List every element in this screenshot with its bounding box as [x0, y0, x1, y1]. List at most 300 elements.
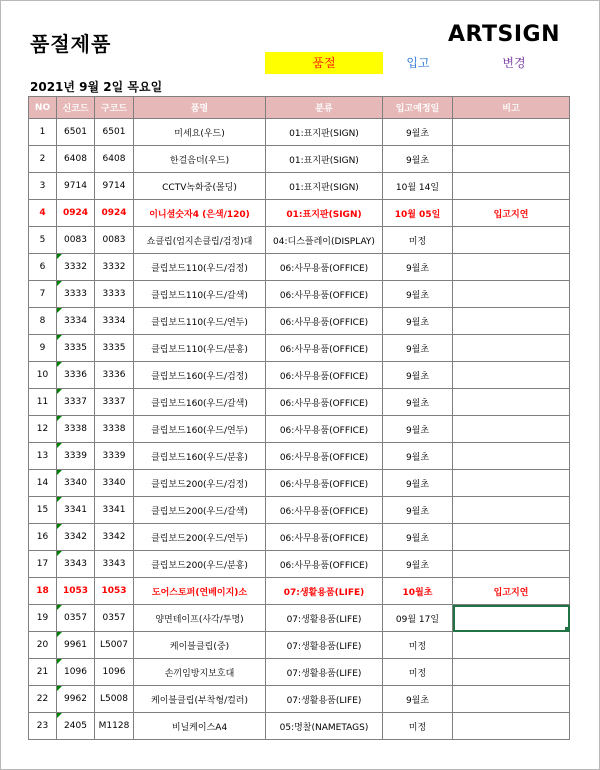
cell-expected-date[interactable] — [383, 632, 453, 659]
cell-expected-date[interactable] — [383, 173, 453, 200]
cell-note[interactable] — [453, 281, 570, 308]
legend-incoming: 입고 — [406, 56, 430, 70]
cell-old-code-text: 3342 — [102, 532, 126, 542]
cell-note[interactable] — [453, 173, 570, 200]
table-row — [29, 578, 570, 605]
cell-old-code-text: 3332 — [102, 262, 126, 272]
cell-expected-date-text: 미정 — [408, 641, 427, 652]
cell-old-code-text: 6501 — [102, 127, 126, 137]
error-indicator-icon — [57, 416, 62, 421]
cell-product-name[interactable] — [134, 227, 266, 254]
cell-new-code[interactable] — [57, 173, 95, 200]
cell-note[interactable] — [453, 632, 570, 659]
cell-category-text: 06:사무용품(OFFICE) — [279, 506, 369, 517]
cell-new-code-text: 3337 — [64, 397, 87, 407]
cell-product-name[interactable] — [134, 443, 266, 470]
cell-expected-date-text: 미정 — [408, 668, 427, 679]
table-row — [29, 119, 570, 146]
cell-no-text: 19 — [36, 613, 49, 623]
cell-no-text: 22 — [36, 694, 49, 704]
cell-no-text: 14 — [36, 478, 49, 488]
cell-product-name-text: 클립보드200(우드/분홍) — [151, 560, 248, 571]
cell-category[interactable] — [266, 659, 383, 686]
cell-category[interactable] — [266, 524, 383, 551]
cell-category[interactable] — [266, 551, 383, 578]
cell-category[interactable] — [266, 200, 383, 227]
table-body — [29, 119, 570, 740]
cell-note[interactable] — [453, 470, 570, 497]
cell-new-code-text: 3341 — [64, 505, 87, 515]
cell-category-text: 06:사무용품(OFFICE) — [279, 479, 369, 490]
cell-new-code[interactable] — [57, 578, 95, 605]
cell-old-code[interactable] — [95, 551, 134, 578]
cell-no[interactable] — [29, 119, 57, 146]
cell-no-text: 9 — [39, 343, 46, 353]
cell-new-code-text: 2405 — [64, 721, 87, 731]
cell-no-text: 13 — [36, 451, 49, 461]
cell-product-name[interactable] — [134, 308, 266, 335]
cell-category[interactable] — [266, 281, 383, 308]
cell-old-code[interactable] — [95, 335, 134, 362]
cell-new-code[interactable] — [57, 119, 95, 146]
cell-old-code[interactable] — [95, 389, 134, 416]
cell-category[interactable] — [266, 173, 383, 200]
cell-no[interactable] — [29, 605, 57, 632]
cell-expected-date[interactable] — [383, 254, 453, 281]
cell-note[interactable] — [453, 524, 570, 551]
cell-category[interactable] — [266, 146, 383, 173]
cell-old-code[interactable] — [95, 362, 134, 389]
cell-no[interactable] — [29, 335, 57, 362]
cell-product-name[interactable] — [134, 146, 266, 173]
cell-product-name[interactable] — [134, 605, 266, 632]
cell-note[interactable] — [453, 497, 570, 524]
cell-new-code[interactable] — [57, 281, 95, 308]
cell-category[interactable] — [266, 119, 383, 146]
cell-no[interactable] — [29, 713, 57, 740]
cell-new-code-text: 0357 — [64, 613, 87, 623]
cell-no[interactable] — [29, 227, 57, 254]
cell-new-code[interactable] — [57, 497, 95, 524]
error-indicator-icon — [57, 443, 62, 448]
cell-category[interactable] — [266, 227, 383, 254]
cell-new-code[interactable] — [57, 389, 95, 416]
cell-category[interactable] — [266, 713, 383, 740]
cell-no[interactable] — [29, 200, 57, 227]
cell-category[interactable] — [266, 470, 383, 497]
error-indicator-icon — [57, 605, 62, 610]
table-row — [29, 227, 570, 254]
cell-old-code[interactable] — [95, 578, 134, 605]
cell-no[interactable] — [29, 470, 57, 497]
cell-new-code[interactable] — [57, 470, 95, 497]
cell-new-code-text: 9962 — [64, 694, 87, 704]
soldout-table — [28, 96, 570, 740]
brand-logo: ARTSIGN — [448, 22, 560, 47]
error-indicator-icon — [57, 713, 62, 718]
cell-no[interactable] — [29, 362, 57, 389]
cell-old-code-text: 1096 — [102, 667, 126, 677]
cell-new-code[interactable] — [57, 443, 95, 470]
cell-product-name-text: 클립보드200(우드/검정) — [151, 479, 248, 490]
error-indicator-icon — [57, 470, 62, 475]
cell-product-name[interactable] — [134, 416, 266, 443]
cell-product-name-text: 클립보드110(우드/갈색) — [151, 290, 248, 301]
cell-category-text: 06:사무용품(OFFICE) — [279, 263, 369, 274]
cell-old-code-text: 3340 — [102, 478, 126, 488]
cell-new-code[interactable] — [57, 146, 95, 173]
error-indicator-icon — [57, 389, 62, 394]
cell-product-name-text: 클립보드160(우드/검정) — [151, 371, 248, 382]
table-row — [29, 173, 570, 200]
cell-note[interactable] — [453, 146, 570, 173]
cell-no-text: 8 — [39, 316, 46, 326]
cell-product-name[interactable] — [134, 389, 266, 416]
cell-new-code-text: 3333 — [64, 289, 87, 299]
cell-note[interactable] — [453, 443, 570, 470]
cell-new-code[interactable] — [57, 524, 95, 551]
cell-expected-date-text: 09월 17일 — [395, 614, 440, 625]
cell-note[interactable] — [453, 713, 570, 740]
cell-category-text: 07:생활용품(LIFE) — [283, 587, 365, 598]
table-row — [29, 470, 570, 497]
cell-old-code[interactable] — [95, 173, 134, 200]
cell-category-text: 07:생활용품(LIFE) — [286, 695, 362, 706]
cell-product-name[interactable] — [134, 173, 266, 200]
cell-product-name[interactable] — [134, 119, 266, 146]
cell-expected-date[interactable] — [383, 146, 453, 173]
cell-product-name-text: 클립보드110(우드/연두) — [151, 317, 248, 328]
cell-no[interactable] — [29, 173, 57, 200]
error-indicator-icon — [57, 632, 62, 637]
cell-category-text: 06:사무용품(OFFICE) — [279, 371, 369, 382]
cell-no[interactable] — [29, 632, 57, 659]
cell-expected-date-text: 9월초 — [405, 128, 430, 139]
cell-note[interactable] — [453, 227, 570, 254]
cell-note[interactable] — [453, 389, 570, 416]
cell-category-text: 01:표지판(SIGN) — [289, 182, 359, 193]
cell-new-code[interactable] — [57, 227, 95, 254]
cell-category-text: 07:생활용품(LIFE) — [286, 668, 362, 679]
error-indicator-icon — [57, 497, 62, 502]
cell-expected-date-text: 9월초 — [405, 452, 430, 463]
cell-note[interactable] — [453, 578, 570, 605]
table-row — [29, 524, 570, 551]
cell-old-code[interactable] — [95, 713, 134, 740]
cell-product-name[interactable] — [134, 281, 266, 308]
cell-expected-date[interactable] — [383, 497, 453, 524]
cell-no-text: 6 — [39, 262, 46, 272]
cell-no[interactable] — [29, 416, 57, 443]
cell-category[interactable] — [266, 443, 383, 470]
cell-no[interactable] — [29, 281, 57, 308]
cell-note[interactable] — [453, 200, 570, 227]
cell-old-code[interactable] — [95, 443, 134, 470]
cell-product-name[interactable] — [134, 686, 266, 713]
cell-category-text: 06:사무용품(OFFICE) — [279, 533, 369, 544]
cell-note-text: 입고지연 — [493, 587, 529, 598]
cell-product-name-text: 쇼클립(엄지손클립/검정)대 — [146, 236, 253, 247]
cell-category-text: 06:사무용품(OFFICE) — [279, 344, 369, 355]
cell-product-name[interactable] — [134, 551, 266, 578]
cell-product-name[interactable] — [134, 200, 266, 227]
cell-expected-date[interactable] — [383, 470, 453, 497]
cell-expected-date-text: 9월초 — [405, 533, 430, 544]
error-indicator-icon — [57, 362, 62, 367]
cell-old-code[interactable] — [95, 281, 134, 308]
cell-no-text: 12 — [36, 424, 49, 434]
cell-note[interactable] — [453, 416, 570, 443]
cell-old-code-text: 3338 — [102, 424, 126, 434]
cell-product-name[interactable] — [134, 470, 266, 497]
cell-new-code-text: 3343 — [64, 559, 87, 569]
cell-expected-date-text: 10월 05일 — [394, 209, 441, 220]
table-row — [29, 497, 570, 524]
cell-category-text: 07:생활용품(LIFE) — [286, 614, 362, 625]
cell-note[interactable] — [453, 254, 570, 281]
cell-new-code[interactable] — [57, 362, 95, 389]
cell-old-code-text: 0083 — [102, 235, 126, 245]
cell-category[interactable] — [266, 254, 383, 281]
cell-old-code-text: 3334 — [102, 316, 126, 326]
cell-product-name-text: 케이블클립(부착형/컬러) — [151, 695, 248, 706]
cell-no-text: 2 — [39, 154, 46, 164]
cell-expected-date[interactable] — [383, 578, 453, 605]
cell-old-code-text: 1053 — [101, 586, 127, 596]
cell-new-code-text: 3335 — [64, 343, 87, 353]
cell-product-name[interactable] — [134, 524, 266, 551]
header-no[interactable]: NO — [29, 97, 57, 119]
cell-new-code[interactable] — [57, 632, 95, 659]
cell-expected-date[interactable] — [383, 713, 453, 740]
cell-category-text: 07:생활용품(LIFE) — [286, 641, 362, 652]
cell-old-code-text: 3341 — [102, 505, 126, 515]
header-note[interactable]: 비고 — [453, 97, 570, 119]
table-header-row — [29, 97, 570, 119]
cell-product-name[interactable] — [134, 578, 266, 605]
cell-category[interactable] — [266, 686, 383, 713]
error-indicator-icon — [57, 335, 62, 340]
cell-new-code-text: 3340 — [64, 478, 87, 488]
cell-new-code[interactable] — [57, 713, 95, 740]
cell-expected-date[interactable] — [383, 551, 453, 578]
cell-note[interactable] — [453, 119, 570, 146]
header-category[interactable]: 분류 — [266, 97, 383, 119]
cell-expected-date-text: 미정 — [408, 722, 427, 733]
cell-new-code-text: 0083 — [64, 235, 87, 245]
cell-old-code[interactable] — [95, 659, 134, 686]
cell-old-code[interactable] — [95, 686, 134, 713]
cell-expected-date[interactable] — [383, 119, 453, 146]
cell-new-code-text: 3336 — [64, 370, 87, 380]
cell-new-code[interactable] — [57, 308, 95, 335]
cell-expected-date[interactable] — [383, 308, 453, 335]
cell-new-code-text: 3332 — [64, 262, 87, 272]
cell-expected-date[interactable] — [383, 686, 453, 713]
cell-no[interactable] — [29, 146, 57, 173]
cell-no[interactable] — [29, 686, 57, 713]
cell-new-code-text: 3334 — [64, 316, 87, 326]
cell-note[interactable] — [453, 659, 570, 686]
cell-old-code[interactable] — [95, 254, 134, 281]
cell-category[interactable] — [266, 362, 383, 389]
header-old-code[interactable]: 구코드 — [95, 97, 134, 119]
cell-category-text: 06:사무용품(OFFICE) — [279, 398, 369, 409]
cell-new-code[interactable] — [57, 416, 95, 443]
cell-product-name-text: 양면테이프(사각/투명) — [155, 614, 244, 625]
cell-old-code-text: 3333 — [102, 289, 126, 299]
cell-expected-date-text: 9월초 — [405, 155, 430, 166]
cell-category[interactable] — [266, 335, 383, 362]
cell-old-code-text: 3336 — [102, 370, 126, 380]
cell-product-name-text: 비닐케이스A4 — [171, 722, 228, 733]
cell-category-text: 05:명찰(NAMETAGS) — [279, 722, 369, 733]
cell-old-code-text: 6408 — [102, 154, 126, 164]
cell-new-code[interactable] — [57, 605, 95, 632]
cell-old-code[interactable] — [95, 227, 134, 254]
cell-old-code-text: 3335 — [102, 343, 126, 353]
cell-no[interactable] — [29, 524, 57, 551]
cell-old-code[interactable] — [95, 524, 134, 551]
cell-old-code[interactable] — [95, 308, 134, 335]
header-new-code[interactable]: 신코드 — [57, 97, 95, 119]
cell-new-code[interactable] — [57, 659, 95, 686]
cell-old-code-text: 3337 — [102, 397, 126, 407]
cell-no[interactable] — [29, 659, 57, 686]
cell-product-name-text: 클립보드200(우드/갈색) — [151, 506, 248, 517]
cell-note[interactable] — [453, 686, 570, 713]
table-row — [29, 146, 570, 173]
cell-category-text: 06:사무용품(OFFICE) — [279, 560, 369, 571]
table-row — [29, 200, 570, 227]
cell-no[interactable] — [29, 443, 57, 470]
cell-product-name[interactable] — [134, 335, 266, 362]
header-expected-date[interactable]: 입고예정일 — [383, 97, 453, 119]
cell-category-text: 06:사무용품(OFFICE) — [279, 452, 369, 463]
cell-note[interactable] — [453, 308, 570, 335]
cell-expected-date-text: 9월초 — [405, 290, 430, 301]
table-row — [29, 389, 570, 416]
cell-product-name[interactable] — [134, 713, 266, 740]
cell-expected-date[interactable] — [383, 389, 453, 416]
header-product-name[interactable]: 품명 — [134, 97, 266, 119]
cell-expected-date[interactable] — [383, 524, 453, 551]
cell-old-code-text: 3343 — [102, 559, 126, 569]
cell-expected-date[interactable] — [383, 227, 453, 254]
cell-product-name-text: 케이블클립(중) — [169, 641, 230, 652]
cell-product-name-text: 도어스토퍼(연베이지)소 — [151, 587, 248, 598]
cell-old-code[interactable] — [95, 632, 134, 659]
cell-no[interactable] — [29, 578, 57, 605]
error-indicator-icon — [57, 524, 62, 529]
cell-product-name-text: 이니셜숫자4 (은색/120) — [149, 209, 250, 220]
cell-new-code[interactable] — [57, 200, 95, 227]
cell-category[interactable] — [266, 497, 383, 524]
cell-old-code[interactable] — [95, 200, 134, 227]
cell-old-code[interactable] — [95, 497, 134, 524]
legend-changed: 변경 — [502, 56, 526, 70]
table-row — [29, 362, 570, 389]
cell-no[interactable] — [29, 308, 57, 335]
cell-new-code-text: 0924 — [62, 208, 89, 218]
cell-old-code[interactable] — [95, 605, 134, 632]
cell-old-code[interactable] — [95, 416, 134, 443]
table-row — [29, 308, 570, 335]
cell-note[interactable] — [453, 362, 570, 389]
cell-no[interactable] — [29, 497, 57, 524]
cell-new-code-text: 9714 — [64, 181, 87, 191]
error-indicator-icon — [57, 659, 62, 664]
cell-expected-date-text: 9월초 — [405, 263, 430, 274]
cell-product-name[interactable] — [134, 254, 266, 281]
cell-product-name[interactable] — [134, 362, 266, 389]
cell-new-code[interactable] — [57, 686, 95, 713]
cell-expected-date[interactable] — [383, 416, 453, 443]
cell-category[interactable] — [266, 308, 383, 335]
cell-expected-date[interactable] — [383, 659, 453, 686]
legend-soldout: 품절 — [265, 52, 383, 74]
table-row — [29, 632, 570, 659]
cell-no-text: 17 — [36, 559, 49, 569]
cell-no[interactable] — [29, 389, 57, 416]
cell-expected-date[interactable] — [383, 605, 453, 632]
cell-no[interactable] — [29, 551, 57, 578]
cell-new-code[interactable] — [57, 254, 95, 281]
cell-product-name[interactable] — [134, 659, 266, 686]
cell-expected-date-text: 9월초 — [405, 695, 430, 706]
cell-category-text: 01:표지판(SIGN) — [289, 128, 359, 139]
cell-product-name-text: 클립보드160(우드/연두) — [151, 425, 248, 436]
cell-old-code[interactable] — [95, 119, 134, 146]
cell-no-text: 11 — [36, 397, 49, 407]
cell-old-code-text: L5007 — [100, 640, 128, 650]
cell-expected-date[interactable] — [383, 335, 453, 362]
cell-no-text: 10 — [36, 370, 49, 380]
cell-new-code[interactable] — [57, 551, 95, 578]
cell-category[interactable] — [266, 416, 383, 443]
cell-expected-date-text: 9월초 — [405, 506, 430, 517]
report-date: 2021년 9월 2일 목요일 — [30, 80, 163, 94]
cell-new-code-text: 6501 — [64, 127, 87, 137]
table-row — [29, 551, 570, 578]
cell-category[interactable] — [266, 632, 383, 659]
cell-category[interactable] — [266, 578, 383, 605]
cell-note[interactable] — [453, 335, 570, 362]
cell-note[interactable] — [453, 551, 570, 578]
cell-category[interactable] — [266, 389, 383, 416]
cell-expected-date[interactable] — [383, 281, 453, 308]
cell-expected-date[interactable] — [383, 443, 453, 470]
cell-no-text: 5 — [39, 235, 46, 245]
cell-product-name[interactable] — [134, 632, 266, 659]
cell-category-text: 04:디스플레이(DISPLAY) — [273, 236, 375, 247]
table-row — [29, 713, 570, 740]
cell-old-code[interactable] — [95, 146, 134, 173]
cell-new-code-text: 3338 — [64, 424, 87, 434]
cell-expected-date[interactable] — [383, 362, 453, 389]
cell-expected-date-text: 10월 14일 — [395, 182, 440, 193]
cell-no[interactable] — [29, 254, 57, 281]
cell-category[interactable] — [266, 605, 383, 632]
cell-old-code[interactable] — [95, 470, 134, 497]
cell-expected-date[interactable] — [383, 200, 453, 227]
cell-note-text: 입고지연 — [493, 209, 529, 220]
cell-new-code[interactable] — [57, 335, 95, 362]
cell-no-text: 15 — [36, 505, 49, 515]
cell-product-name-text: 클립보드160(우드/갈색) — [151, 398, 248, 409]
cell-product-name[interactable] — [134, 497, 266, 524]
cell-note[interactable] — [453, 605, 570, 632]
